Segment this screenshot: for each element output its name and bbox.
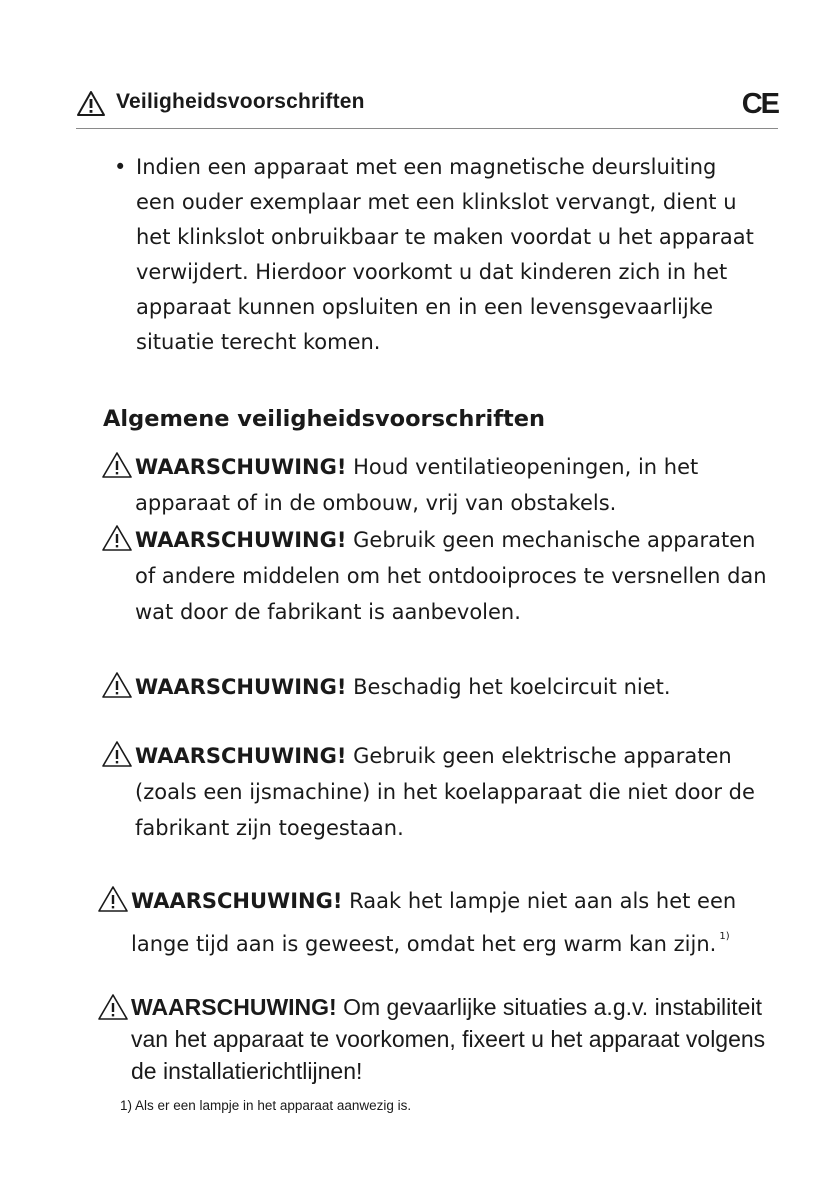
warning-triangle-icon xyxy=(76,90,106,117)
ce-mark: CE xyxy=(741,88,778,120)
warning-triangle-icon xyxy=(101,671,133,699)
warning-triangle-icon xyxy=(101,451,133,479)
bullet-dot-icon: • xyxy=(114,155,127,179)
warning-item xyxy=(101,738,781,846)
section-heading: Algemene veiligheidsvoorschriften xyxy=(103,406,546,432)
warning-triangle-icon xyxy=(97,993,129,1021)
footnote-reference: 1) xyxy=(719,931,730,942)
warning-triangle-icon xyxy=(97,885,129,913)
warning-label: WAARSCHUWING! xyxy=(135,744,347,768)
warning-text: Gebruik geen elektrische apparaten (zoals een ijsmachine) in het koelapparaat die niet door de fabrikant zijn toegestaan. xyxy=(135,744,755,840)
warning-label: WAARSCHUWING! xyxy=(135,455,347,479)
warning-label: WAARSCHUWING! xyxy=(131,889,343,913)
warning-item xyxy=(97,991,777,1087)
warning-text: Om gevaarlijke situaties a.g.v. instabiliteit van het apparaat te voorkomen, fixeert u het apparaat volgens de installatierichtlijnen! xyxy=(131,994,766,1084)
warning-label: WAARSCHUWING! xyxy=(131,994,337,1020)
warning-text: Gebruik geen mechanische apparaten of andere middelen om het ontdooiproces te versnellen dan wat door de fabrikant is aanbevolen. xyxy=(135,528,767,624)
warning-text: Raak het lampje niet aan als het een lange tijd aan is geweest, omdat het erg warm kan zijn. xyxy=(131,889,737,956)
warning-item xyxy=(97,883,777,962)
warning-triangle-icon xyxy=(101,740,133,768)
warning-item xyxy=(101,669,781,705)
warning-label: WAARSCHUWING! xyxy=(135,528,347,552)
footnote: 1) Als er een lampje in het apparaat aanwezig is. xyxy=(120,1098,412,1113)
warning-item xyxy=(101,522,781,630)
intro-paragraph: Indien een apparaat met een magnetische deursluiting een ouder exemplaar met een klinkslot vervangt, dient u het klinkslot onbruikbaar te maken voordat u het apparaat verwijdert. Hierdoor voorkomt u dat kinderen zich in het apparaat kunnen opsluiten en in een levensgevaarlijke situatie terecht komen. xyxy=(136,155,754,354)
warning-text: Houd ventilatieopeningen, in het apparaat of in de ombouw, vrij van obstakels. xyxy=(135,455,699,515)
page-header xyxy=(76,88,778,129)
warning-text: Beschadig het koelcircuit niet. xyxy=(353,675,671,699)
warning-item xyxy=(101,449,781,521)
warning-triangle-icon xyxy=(101,524,133,552)
warning-label: WAARSCHUWING! xyxy=(135,675,347,699)
page-title: Veiligheidsvoorschriften xyxy=(116,90,365,113)
